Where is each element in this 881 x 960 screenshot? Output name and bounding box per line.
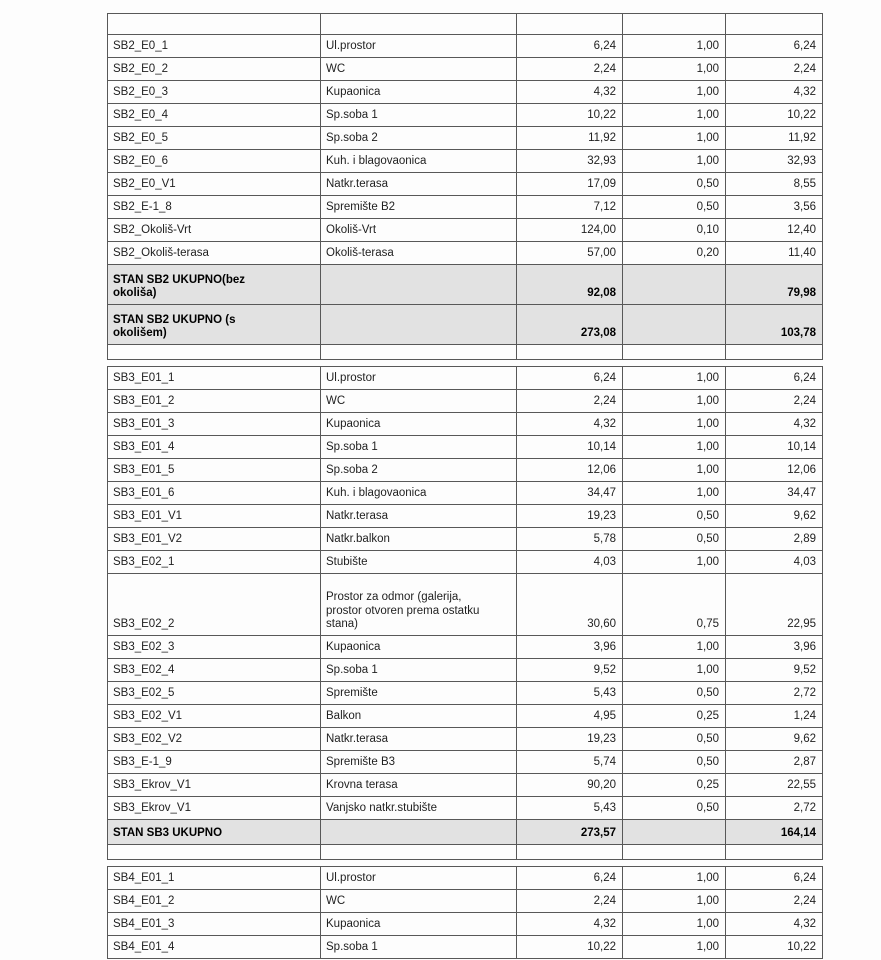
room-name-cell <box>321 705 517 728</box>
empty-cell <box>517 14 623 35</box>
room-name-cell <box>321 682 517 705</box>
result-cell: 2,24 <box>726 58 823 81</box>
room-name-cell <box>321 867 517 890</box>
room-name-cell <box>321 774 517 797</box>
area-cell: 11,92 <box>517 127 623 150</box>
area-cell: 34,47 <box>517 482 623 505</box>
spacer-row <box>108 14 823 35</box>
room-name-cell <box>321 150 517 173</box>
room-name: Stubište <box>326 556 368 569</box>
code-cell: SB3_E01_3 <box>108 413 321 436</box>
coefficient-cell: 1,00 <box>623 913 726 936</box>
room-name: Spremište B2 <box>326 201 396 214</box>
coefficient-cell: 0,50 <box>623 797 726 820</box>
room-name: Okoliš-Vrt <box>326 224 377 237</box>
table-row <box>108 705 823 728</box>
empty-cell <box>321 820 517 845</box>
code-cell: SB2_E0_6 <box>108 150 321 173</box>
result-cell: 8,55 <box>726 173 823 196</box>
area-cell: 32,93 <box>517 150 623 173</box>
result-cell: 11,40 <box>726 242 823 265</box>
table-row <box>108 505 823 528</box>
area-cell: 30,60 <box>517 574 623 636</box>
table-row <box>108 913 823 936</box>
table-row <box>108 35 823 58</box>
summary-label-cell <box>108 820 321 845</box>
result-cell: 3,56 <box>726 196 823 219</box>
summary-result-cell: 103,78 <box>726 305 823 345</box>
table-row <box>108 367 823 390</box>
area-cell: 19,23 <box>517 728 623 751</box>
summary-label: STAN SB3 UKUPNO <box>113 827 223 840</box>
coefficient-cell: 1,00 <box>623 390 726 413</box>
area-cell: 6,24 <box>517 35 623 58</box>
empty-cell <box>517 845 623 860</box>
code-cell: SB3_E01_6 <box>108 482 321 505</box>
result-cell: 10,22 <box>726 936 823 959</box>
area-cell: 4,95 <box>517 705 623 728</box>
spacer-row <box>108 845 823 860</box>
result-cell: 2,87 <box>726 751 823 774</box>
empty-cell <box>108 845 321 860</box>
room-name-cell <box>321 505 517 528</box>
room-name-cell <box>321 173 517 196</box>
room-name-cell <box>321 482 517 505</box>
result-cell: 4,32 <box>726 81 823 104</box>
result-cell: 34,47 <box>726 482 823 505</box>
coefficient-cell: 1,00 <box>623 367 726 390</box>
room-name-cell <box>321 104 517 127</box>
result-cell: 11,92 <box>726 127 823 150</box>
table-row <box>108 751 823 774</box>
coefficient-cell: 0,20 <box>623 242 726 265</box>
code-cell: SB3_E01_4 <box>108 436 321 459</box>
area-cell: 124,00 <box>517 219 623 242</box>
coefficient-cell: 0,50 <box>623 682 726 705</box>
summary-label-cell <box>108 305 321 345</box>
summary-result-cell: 164,14 <box>726 820 823 845</box>
result-cell: 2,72 <box>726 682 823 705</box>
room-name-cell <box>321 797 517 820</box>
result-cell: 4,32 <box>726 413 823 436</box>
table-row <box>108 682 823 705</box>
table-row <box>108 936 823 959</box>
empty-cell <box>321 14 517 35</box>
room-name-cell <box>321 913 517 936</box>
coefficient-cell: 1,00 <box>623 150 726 173</box>
area-cell: 19,23 <box>517 505 623 528</box>
code-cell: SB3_E02_5 <box>108 682 321 705</box>
code-cell: SB2_Okoliš-Vrt <box>108 219 321 242</box>
room-name-cell <box>321 58 517 81</box>
table-row <box>108 196 823 219</box>
coefficient-cell: 0,50 <box>623 173 726 196</box>
room-name-cell <box>321 659 517 682</box>
table-row <box>108 482 823 505</box>
table-row <box>108 390 823 413</box>
area-cell: 10,22 <box>517 104 623 127</box>
code-cell: SB3_E02_2 <box>108 574 321 636</box>
table-row <box>108 551 823 574</box>
area-cell: 4,32 <box>517 413 623 436</box>
code-cell: SB3_E02_V2 <box>108 728 321 751</box>
empty-cell <box>321 345 517 360</box>
empty-cell <box>623 14 726 35</box>
table-row <box>108 774 823 797</box>
room-name-cell <box>321 81 517 104</box>
room-name-cell <box>321 890 517 913</box>
room-name: Kuh. i blagovaonica <box>326 155 427 168</box>
room-name: WC <box>326 895 346 908</box>
room-name-cell <box>321 459 517 482</box>
coefficient-cell: 0,50 <box>623 505 726 528</box>
result-cell: 32,93 <box>726 150 823 173</box>
coefficient-cell: 1,00 <box>623 104 726 127</box>
code-cell: SB4_E01_1 <box>108 867 321 890</box>
code-cell: SB2_E-1_8 <box>108 196 321 219</box>
code-cell: SB3_E02_V1 <box>108 705 321 728</box>
coefficient-cell: 0,50 <box>623 728 726 751</box>
room-name-cell <box>321 551 517 574</box>
code-cell: SB2_E0_4 <box>108 104 321 127</box>
coefficient-cell: 1,00 <box>623 890 726 913</box>
result-cell: 2,24 <box>726 390 823 413</box>
result-cell: 12,40 <box>726 219 823 242</box>
table-row <box>108 436 823 459</box>
table-row <box>108 219 823 242</box>
room-name: Kuh. i blagovaonica <box>326 487 427 500</box>
room-name: Spremište <box>326 687 378 700</box>
empty-cell <box>726 845 823 860</box>
table-row <box>108 127 823 150</box>
empty-cell <box>517 345 623 360</box>
room-name-cell <box>321 936 517 959</box>
summary-label-cell <box>108 265 321 305</box>
coefficient-cell: 1,00 <box>623 436 726 459</box>
table-row <box>108 574 823 636</box>
area-table-sb3 <box>107 366 823 860</box>
result-cell: 4,03 <box>726 551 823 574</box>
room-name: Sp.soba 1 <box>326 941 378 954</box>
room-name-cell <box>321 127 517 150</box>
summary-label: STAN SB2 UKUPNO (s okolišem) <box>113 313 236 340</box>
room-name: Sp.soba 1 <box>326 664 378 677</box>
coefficient-cell: 1,00 <box>623 936 726 959</box>
room-name-cell <box>321 528 517 551</box>
table-row <box>108 173 823 196</box>
summary-row <box>108 265 823 305</box>
summary-label: STAN SB2 UKUPNO(bez okoliša) <box>113 273 246 300</box>
code-cell: SB3_E01_5 <box>108 459 321 482</box>
room-name-cell <box>321 242 517 265</box>
empty-cell <box>321 845 517 860</box>
area-cell: 10,22 <box>517 936 623 959</box>
empty-cell <box>623 820 726 845</box>
area-cell: 7,12 <box>517 196 623 219</box>
summary-area-cell: 92,08 <box>517 265 623 305</box>
result-cell: 2,89 <box>726 528 823 551</box>
result-cell: 10,14 <box>726 436 823 459</box>
coefficient-cell: 0,10 <box>623 219 726 242</box>
result-cell: 22,95 <box>726 574 823 636</box>
coefficient-cell: 1,00 <box>623 636 726 659</box>
area-cell: 12,06 <box>517 459 623 482</box>
coefficient-cell: 1,00 <box>623 58 726 81</box>
room-name: Kupaonica <box>326 641 381 654</box>
empty-cell <box>108 345 321 360</box>
room-name-cell <box>321 636 517 659</box>
empty-cell <box>623 265 726 305</box>
area-cell: 5,74 <box>517 751 623 774</box>
room-name: Sp.soba 1 <box>326 441 378 454</box>
room-name: Balkon <box>326 710 362 723</box>
summary-area-cell: 273,08 <box>517 305 623 345</box>
room-name: WC <box>326 395 346 408</box>
area-cell: 2,24 <box>517 890 623 913</box>
area-cell: 17,09 <box>517 173 623 196</box>
area-cell: 4,03 <box>517 551 623 574</box>
room-name: Kupaonica <box>326 918 381 931</box>
area-cell: 90,20 <box>517 774 623 797</box>
coefficient-cell: 0,25 <box>623 774 726 797</box>
table-row <box>108 867 823 890</box>
room-name-cell <box>321 413 517 436</box>
area-cell: 6,24 <box>517 367 623 390</box>
room-name: Kupaonica <box>326 86 381 99</box>
area-cell: 2,24 <box>517 390 623 413</box>
coefficient-cell: 1,00 <box>623 459 726 482</box>
table-row <box>108 890 823 913</box>
result-cell: 6,24 <box>726 867 823 890</box>
table-row <box>108 81 823 104</box>
code-cell: SB2_E0_V1 <box>108 173 321 196</box>
room-name: Sp.soba 2 <box>326 464 378 477</box>
empty-cell <box>623 345 726 360</box>
room-name-cell <box>321 728 517 751</box>
code-cell: SB2_Okoliš-terasa <box>108 242 321 265</box>
area-cell: 2,24 <box>517 58 623 81</box>
area-table-sb2 <box>107 13 823 360</box>
room-name: Natkr.terasa <box>326 510 388 523</box>
code-cell: SB4_E01_4 <box>108 936 321 959</box>
room-name-cell <box>321 390 517 413</box>
area-cell: 4,32 <box>517 913 623 936</box>
code-cell: SB2_E0_2 <box>108 58 321 81</box>
room-name: Prostor za odmor (galerija, prostor otvoren prema ostatku stana) <box>326 591 480 631</box>
table-row <box>108 104 823 127</box>
table-row <box>108 413 823 436</box>
summary-row <box>108 820 823 845</box>
coefficient-cell: 0,50 <box>623 751 726 774</box>
code-cell: SB3_Ekrov_V1 <box>108 797 321 820</box>
table-row <box>108 728 823 751</box>
code-cell: SB4_E01_3 <box>108 913 321 936</box>
summary-area-cell: 273,57 <box>517 820 623 845</box>
room-name-cell <box>321 436 517 459</box>
empty-cell <box>623 305 726 345</box>
result-cell: 2,72 <box>726 797 823 820</box>
table-row <box>108 528 823 551</box>
area-cell: 4,32 <box>517 81 623 104</box>
code-cell: SB3_E01_V2 <box>108 528 321 551</box>
room-name: Natkr.terasa <box>326 178 388 191</box>
room-name: Natkr.balkon <box>326 533 390 546</box>
empty-cell <box>321 265 517 305</box>
area-cell: 3,96 <box>517 636 623 659</box>
room-name: Ul.prostor <box>326 872 376 885</box>
code-cell: SB3_Ekrov_V1 <box>108 774 321 797</box>
room-name-cell <box>321 35 517 58</box>
coefficient-cell: 1,00 <box>623 81 726 104</box>
room-name: Ul.prostor <box>326 40 376 53</box>
table-row <box>108 242 823 265</box>
coefficient-cell: 1,00 <box>623 127 726 150</box>
room-name: Natkr.terasa <box>326 733 388 746</box>
result-cell: 6,24 <box>726 35 823 58</box>
code-cell: SB3_E02_1 <box>108 551 321 574</box>
code-cell: SB4_E01_2 <box>108 890 321 913</box>
summary-result-cell: 79,98 <box>726 265 823 305</box>
result-cell: 9,62 <box>726 728 823 751</box>
code-cell: SB3_E01_1 <box>108 367 321 390</box>
result-cell: 9,52 <box>726 659 823 682</box>
table-row <box>108 659 823 682</box>
code-cell: SB2_E0_1 <box>108 35 321 58</box>
room-name: Kupaonica <box>326 418 381 431</box>
room-name: Sp.soba 2 <box>326 132 378 145</box>
table-row <box>108 58 823 81</box>
room-name: Sp.soba 1 <box>326 109 378 122</box>
table-row <box>108 636 823 659</box>
room-name: Okoliš-terasa <box>326 247 394 260</box>
coefficient-cell: 1,00 <box>623 35 726 58</box>
coefficient-cell: 0,25 <box>623 705 726 728</box>
code-cell: SB3_E-1_9 <box>108 751 321 774</box>
result-cell: 9,62 <box>726 505 823 528</box>
result-cell: 6,24 <box>726 367 823 390</box>
room-name: Vanjsko natkr.stubište <box>326 802 438 815</box>
area-cell: 9,52 <box>517 659 623 682</box>
area-cell: 5,43 <box>517 682 623 705</box>
empty-cell <box>726 345 823 360</box>
empty-cell <box>726 14 823 35</box>
room-name-cell <box>321 219 517 242</box>
area-tables-container <box>0 13 881 959</box>
coefficient-cell: 0,50 <box>623 196 726 219</box>
table-row <box>108 150 823 173</box>
result-cell: 10,22 <box>726 104 823 127</box>
table-row <box>108 797 823 820</box>
code-cell: SB3_E01_2 <box>108 390 321 413</box>
room-name-cell <box>321 367 517 390</box>
empty-cell <box>623 845 726 860</box>
coefficient-cell: 1,00 <box>623 659 726 682</box>
code-cell: SB2_E0_3 <box>108 81 321 104</box>
result-cell: 12,06 <box>726 459 823 482</box>
summary-row <box>108 305 823 345</box>
room-name-cell <box>321 196 517 219</box>
code-cell: SB2_E0_5 <box>108 127 321 150</box>
coefficient-cell: 1,00 <box>623 867 726 890</box>
code-cell: SB3_E02_4 <box>108 659 321 682</box>
coefficient-cell: 0,50 <box>623 528 726 551</box>
room-name: WC <box>326 63 346 76</box>
area-cell: 6,24 <box>517 867 623 890</box>
room-name-cell <box>321 574 517 636</box>
table-row <box>108 459 823 482</box>
result-cell: 3,96 <box>726 636 823 659</box>
coefficient-cell: 1,00 <box>623 413 726 436</box>
coefficient-cell: 1,00 <box>623 482 726 505</box>
room-name-cell <box>321 751 517 774</box>
room-name: Krovna terasa <box>326 779 398 792</box>
area-table-sb4 <box>107 866 823 959</box>
empty-cell <box>321 305 517 345</box>
room-name: Spremište B3 <box>326 756 396 769</box>
area-cell: 5,78 <box>517 528 623 551</box>
code-cell: SB3_E02_3 <box>108 636 321 659</box>
area-cell: 10,14 <box>517 436 623 459</box>
area-cell: 57,00 <box>517 242 623 265</box>
area-cell: 5,43 <box>517 797 623 820</box>
result-cell: 22,55 <box>726 774 823 797</box>
room-name: Ul.prostor <box>326 372 376 385</box>
result-cell: 1,24 <box>726 705 823 728</box>
code-cell: SB3_E01_V1 <box>108 505 321 528</box>
coefficient-cell: 1,00 <box>623 551 726 574</box>
spacer-row <box>108 345 823 360</box>
empty-cell <box>108 14 321 35</box>
result-cell: 4,32 <box>726 913 823 936</box>
coefficient-cell: 0,75 <box>623 574 726 636</box>
result-cell: 2,24 <box>726 890 823 913</box>
